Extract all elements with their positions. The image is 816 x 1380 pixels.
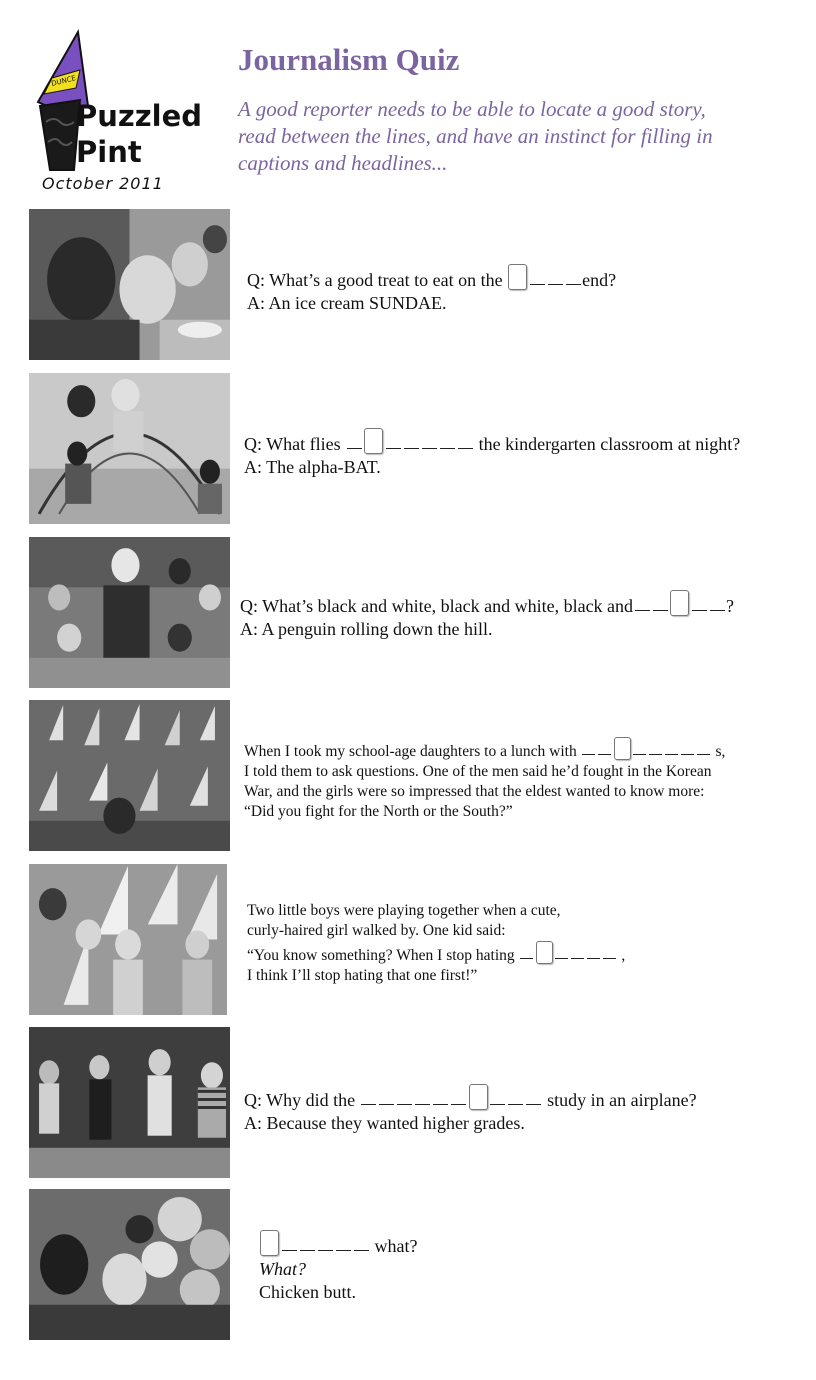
letter-box[interactable] [364, 428, 383, 454]
girls-with-sailboats-photo [29, 864, 227, 1015]
question-4 [244, 737, 725, 822]
answer-blank[interactable] [507, 264, 582, 292]
intro-text [238, 96, 798, 177]
question-text: When I took my school-age daughters to a lunch with [244, 743, 577, 760]
brand-line2: Pint [76, 135, 142, 169]
question-text: Q: What’s a good treat to eat on the [247, 270, 503, 290]
question-text: s, [715, 743, 726, 760]
intro-line: A good reporter needs to be able to locate a good story, [238, 97, 706, 121]
logo-date: October 2011 [42, 174, 164, 193]
balloons-party-photo [29, 1189, 230, 1340]
answer-text: A: A penguin rolling down the hill. [240, 619, 493, 639]
toy-sailboats-photo [29, 700, 230, 851]
letter-box[interactable] [670, 590, 689, 616]
question-text: Q: What flies [244, 434, 341, 454]
letter-box[interactable] [614, 737, 631, 760]
question-5 [247, 901, 625, 986]
question-text: end? [582, 270, 617, 290]
question-7 [259, 1230, 417, 1304]
page-title: Journalism Quiz [238, 42, 460, 77]
children-at-table-photo [29, 209, 230, 360]
letter-box[interactable] [508, 264, 527, 290]
class-group-photo [29, 537, 230, 688]
answer-blank[interactable] [345, 428, 474, 456]
question-text: , [621, 947, 626, 964]
answer-blank[interactable] [519, 941, 618, 966]
letter-box[interactable] [469, 1084, 488, 1110]
question-1 [247, 264, 616, 315]
children-running-photo [29, 1027, 230, 1178]
intro-line: captions and headlines... [238, 151, 448, 175]
question-text: I think I’ll stop hating that one first!” [247, 967, 478, 984]
letter-box[interactable] [260, 1230, 279, 1256]
answer-text: A: Because they wanted higher grades. [244, 1113, 525, 1133]
question-text: the kindergarten classroom at night? [478, 434, 741, 454]
question-2 [244, 428, 740, 479]
question-text: ? [726, 596, 735, 616]
question-text: curly-haired girl walked by. One kid said: [247, 922, 506, 939]
question-text: What? [259, 1259, 306, 1279]
answer-text: A: The alpha-BAT. [244, 457, 381, 477]
answer-blank[interactable] [360, 1084, 543, 1112]
brand-line1: Puzzled [76, 99, 203, 133]
kindergarten-playground-photo [29, 373, 230, 524]
answer-blank[interactable] [633, 590, 726, 618]
letter-box[interactable] [536, 941, 553, 964]
question-text: Two little boys were playing together when a cute, [247, 902, 561, 919]
question-text: Q: What’s black and white, black and white, black and [240, 596, 634, 616]
question-text: War, and the girls were so impressed that the eldest wanted to know more: [244, 783, 705, 800]
question-text: study in an airplane? [547, 1090, 697, 1110]
question-6 [244, 1084, 697, 1135]
question-text: “You know something? When I stop hating [247, 947, 515, 964]
question-text: what? [374, 1236, 418, 1256]
intro-line: read between the lines, and have an instinct for filling in [238, 124, 713, 148]
question-text: Q: Why did the [244, 1090, 356, 1110]
puzzled-pint-logo [30, 30, 203, 200]
question-text: “Did you fight for the North or the South?” [244, 803, 513, 820]
question-text: I told them to ask questions. One of the men said he’d fought in the Korean [244, 763, 712, 780]
answer-text: Chicken butt. [259, 1282, 356, 1302]
question-3 [240, 590, 734, 641]
answer-blank[interactable] [581, 737, 712, 762]
answer-blank[interactable] [259, 1230, 370, 1258]
answer-text: A: An ice cream SUNDAE. [247, 293, 447, 313]
hat-label: DUNCE [50, 74, 77, 88]
